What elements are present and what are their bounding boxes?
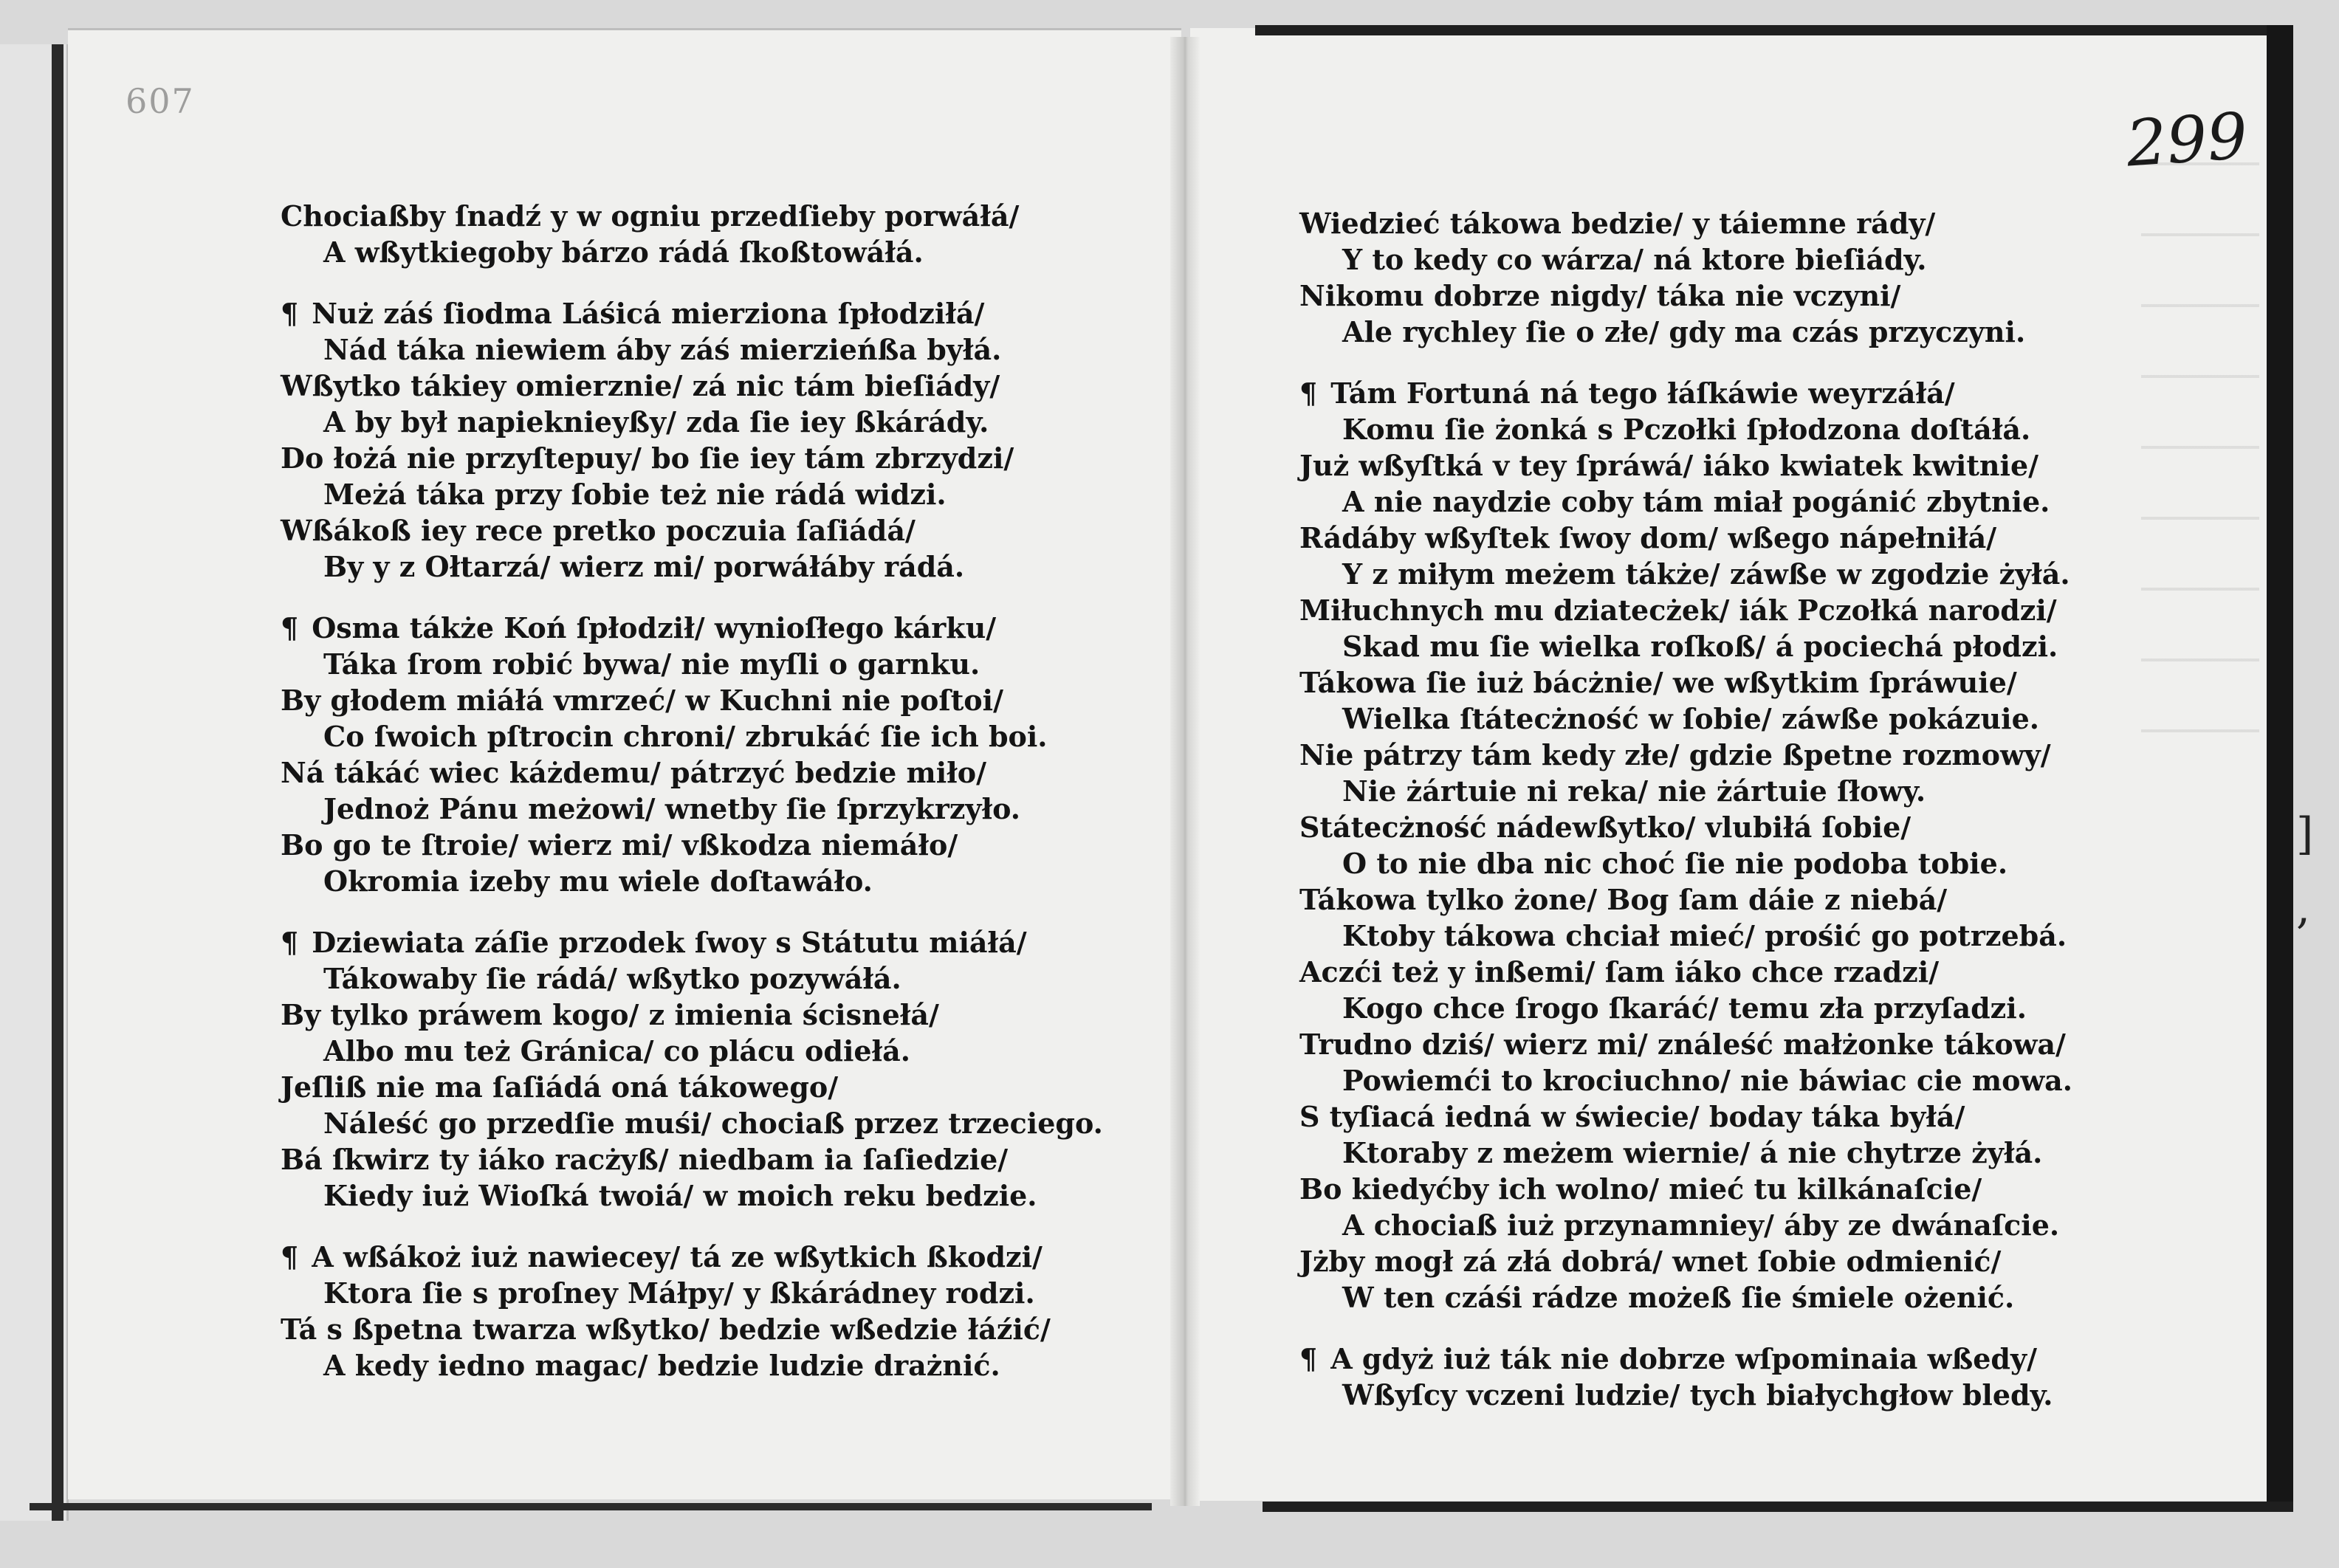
verse-line [281, 1177, 1137, 1214]
verse-text: Skad mu ſie wielka roſkoß/ á pociechá płodzi. [1342, 630, 2058, 663]
verse-text: Bo kiedyćby ich wolno/ mieć tu kilkánaſcie/ [1299, 1172, 1982, 1206]
verse-line [281, 1347, 1137, 1383]
verse-line [281, 512, 1137, 549]
pilcrow-mark: ¶ [281, 926, 299, 959]
verse-line [281, 404, 1137, 440]
verse-line [1299, 1279, 2163, 1316]
verse-text: A chociaß iuż przynamniey/ áby ze dwánaſcie. [1342, 1208, 2060, 1242]
verse-text: Rádáby wßyſtek ſwoy dom/ wßego nápełniłá/ [1299, 521, 1997, 554]
pilcrow-mark: ¶ [281, 297, 299, 330]
stanza [281, 295, 1137, 585]
verse-line [1299, 1026, 2163, 1062]
verse-text: Kogo chce ſrogo ſkaráć/ temu zła przyſadzi. [1342, 991, 2027, 1025]
verse-text: Albo mu też Gránica/ co plácu odiełá. [323, 1034, 911, 1067]
scan-border-right [2267, 25, 2293, 1502]
verse-line [1299, 520, 2163, 556]
verse-line [1299, 556, 2163, 592]
verse-line [1299, 1171, 2163, 1207]
verse-line [281, 1311, 1137, 1347]
verse-line [281, 754, 1137, 791]
verse-text: Wßyſcy vczeni ludzie/ tych białychgłow bledy. [1342, 1378, 2053, 1411]
verse-line [281, 718, 1137, 754]
verse-text: Komu ſie żonká s Pczołki ſpłodzona doſtáłá. [1342, 413, 2031, 446]
scan-border-bottom-right [1263, 1502, 2293, 1512]
verse-text: Bo go te ſtroie/ wierz mi/ vßkodza niemáło/ [281, 828, 958, 862]
pilcrow-mark: ¶ [281, 1240, 299, 1273]
verse-line [1299, 881, 2163, 918]
verse-text: Wiedzieć tákowa bedzie/ y táiemne rády/ [1299, 207, 1936, 240]
verse-line [281, 791, 1137, 827]
verse-text: Tákowaby ſie rádá/ wßytko pozywáłá. [323, 962, 901, 995]
verse-text: Státecżność nádewßytko/ vlubiłá ſobie/ [1299, 811, 1912, 844]
verse-text: W ten czáśi rádze możeß ſie śmiele ożenić. [1342, 1281, 2015, 1314]
verse-line [281, 827, 1137, 863]
stanza [1299, 375, 2163, 1316]
verse-line [281, 646, 1137, 682]
verse-text: Dziewiata záſie przodek ſwoy s Státutu miáłá/ [312, 926, 1027, 959]
verse-text: Nuż záś ſiodma Láśicá mierziona ſpłodziłá/ [312, 297, 985, 330]
verse-line [281, 1141, 1137, 1177]
verse-line [1299, 1135, 2163, 1171]
verse-line [1299, 628, 2163, 664]
verse-line [1299, 1377, 2163, 1413]
verse-line [1299, 990, 2163, 1026]
left-page-number: 607 [126, 81, 195, 121]
verse-line [1299, 241, 2163, 278]
verse-text: By y z Ołtarzá/ wierz mi/ porwáłáby rádá. [323, 550, 965, 583]
verse-line [1299, 809, 2163, 845]
verse-line [281, 1275, 1137, 1311]
verse-text: Tákowa ſie iuż bácżnie/ we wßytkim ſpráwuie/ [1299, 666, 2017, 699]
stanza [281, 1239, 1137, 1383]
pilcrow-mark: ¶ [1299, 376, 1318, 410]
verse-line [281, 924, 1137, 960]
verse-line [1299, 1243, 2163, 1279]
margin-fragment: ] , [2296, 808, 2314, 934]
verse-text: Miłuchnych mu dziatecżek/ iák Pczołká narodzi/ [1299, 594, 2057, 627]
verse-line [281, 1033, 1137, 1069]
verse-text: Co ſwoich pſtrocin chroni/ zbrukáć ſie ich boi. [323, 720, 1048, 753]
verse-text: Aczći też y inßemi/ ſam iáko chce rzadzi/ [1299, 955, 1940, 988]
verse-line [281, 295, 1137, 331]
verse-text: Ktora ſie s proſney Máłpy/ y ßkárádney rodzi. [323, 1276, 1035, 1310]
verse-line [1299, 664, 2163, 701]
verse-line [281, 476, 1137, 512]
verse-line [281, 1239, 1137, 1275]
verse-text: Bá ſkwirz ty iáko racżyß/ niedbam ia ſaſiedzie/ [281, 1143, 1009, 1176]
verse-text: Tá s ßpetna twarza wßytko/ bedzie wßedzie łáźić/ [281, 1313, 1051, 1346]
verse-line [281, 1105, 1137, 1141]
verse-text: Meżá táka przy ſobie też nie rádá widzi. [323, 478, 947, 511]
verse-line [281, 960, 1137, 997]
verse-line [281, 1069, 1137, 1105]
verse-line [1299, 737, 2163, 773]
verse-text: Y z miłym meżem tákże/ záwße w zgodzie żyłá. [1342, 557, 2070, 591]
stanza [281, 198, 1137, 270]
verse-text: Ktoby tákowa chciał mieć/ prośić go potrzebá. [1342, 919, 2067, 952]
verse-text: Ná tákáć wiec káżdemu/ pátrzyć bedzie miło/ [281, 756, 987, 789]
verse-line [1299, 592, 2163, 628]
verse-line [1299, 1207, 2163, 1243]
verse-text: By głodem miáłá vmrzeć/ w Kuchni nie poſtoi/ [281, 684, 1003, 717]
verse-text: Wielka ſtátecżność w ſobie/ záwße pokázuie. [1342, 702, 2039, 735]
right-page-text [1299, 205, 2163, 1413]
verse-line [1299, 205, 2163, 241]
verse-text: Ktoraby z meżem wiernie/ á nie chytrze żyłá. [1342, 1136, 2043, 1169]
stanza [1299, 1341, 2163, 1413]
verse-line [281, 331, 1137, 368]
verse-text: Jeſliß nie ma ſaſiádá oná tákowego/ [281, 1070, 839, 1104]
verse-text: Nád táka niewiem áby záś mierzieńßa byłá. [323, 333, 1002, 366]
verse-line [281, 682, 1137, 718]
verse-line [1299, 411, 2163, 447]
verse-text: Trudno dziś/ wierz mi/ ználeść małżonke tákowa/ [1299, 1028, 2066, 1061]
verse-text: Już wßyſtká v tey ſpráwá/ iáko kwiatek kwitnie/ [1299, 449, 2039, 482]
verse-line [1299, 1062, 2163, 1098]
verse-line [1299, 773, 2163, 809]
verse-text: Powiemći to krociuchno/ nie báwiac cie mowa. [1342, 1064, 2073, 1097]
verse-text: Do łożá nie przyſtepuy/ bo ſie iey tám zbrzydzi/ [281, 441, 1014, 475]
stanza [281, 610, 1137, 899]
verse-line [1299, 447, 2163, 484]
verse-line [1299, 845, 2163, 881]
verse-line [281, 198, 1137, 234]
verse-line [1299, 918, 2163, 954]
verse-line [281, 234, 1137, 270]
verse-text: A gdyż iuż ták nie dobrze wſpominaia wßedy/ [1330, 1342, 2037, 1375]
verse-text: Jżby mogł zá złá dobrá/ wnet ſobie odmienić/ [1299, 1245, 2002, 1278]
verse-text: Táka ſrom robić bywa/ nie myſli o garnku. [323, 647, 980, 681]
stanza [281, 924, 1137, 1214]
verse-text: Wßytko tákiey omierznie/ zá nic tám bieſiády/ [281, 369, 1000, 402]
verse-line [1299, 314, 2163, 350]
verse-text: Okromia izeby mu wiele doſtawáło. [323, 864, 873, 898]
verse-text: Tám Fortuná ná tego łáſkáwie weyrzáłá/ [1330, 376, 1955, 410]
verse-line [1299, 954, 2163, 990]
verse-line [281, 610, 1137, 646]
verse-text: A by był napieknieyßy/ zda ſie iey ßkárády. [323, 405, 989, 439]
verse-text: A wßákoż iuż nawiecey/ tá ze wßytkich ßkodzi/ [312, 1240, 1043, 1273]
verse-text: A kedy iedno magac/ bedzie ludzie drażnić. [323, 1349, 1000, 1382]
verse-text: A nie naydzie coby tám miał pogánić zbytnie. [1342, 485, 2050, 518]
verse-line [281, 549, 1137, 585]
left-page-text [281, 198, 1137, 1383]
verse-text: By tylko práwem kogo/ z imienia ścisnełá/ [281, 998, 939, 1031]
verse-text: O to nie dba nic choć ſie nie podoba tobie. [1342, 847, 2008, 880]
verse-text: Y to kedy co wárza/ ná ktore bieſiády. [1342, 243, 1927, 276]
verse-line [1299, 1341, 2163, 1377]
verse-text: Náleść go przedſie muśi/ chociaß przez trzeciego. [323, 1107, 1103, 1140]
pilcrow-mark: ¶ [281, 611, 299, 644]
pilcrow-mark: ¶ [1299, 1342, 1318, 1375]
scan-border-bottom-left [30, 1503, 1152, 1510]
verse-line [281, 440, 1137, 476]
verse-text: Chociaßby ſnadź y w ogniu przedſieby porwáłá/ [281, 199, 1020, 233]
verse-line [1299, 278, 2163, 314]
verse-line [1299, 484, 2163, 520]
verse-text: Nikomu dobrze nigdy/ táka nie vczyni/ [1299, 279, 1901, 312]
verse-text: Nie pátrzy tám kedy złe/ gdzie ßpetne rozmowy/ [1299, 738, 2051, 771]
stanza [1299, 205, 2163, 350]
verse-line [281, 368, 1137, 404]
verse-line [281, 863, 1137, 899]
book-gutter [1170, 37, 1200, 1506]
verse-text: Ale rychley ſie o złe/ gdy ma czás przyczyni. [1342, 315, 2026, 348]
verse-line [1299, 375, 2163, 411]
verse-text: Nie żártuie ni reka/ nie żártuie ſłowy. [1342, 774, 1926, 808]
verse-text: A wßytkiegoby bárzo rádá ſkoßtowáłá. [323, 235, 924, 269]
verse-text: Kiedy iuż Wioſká twoiá/ w moich reku bedzie. [323, 1179, 1037, 1212]
verse-text: Osma tákże Koń ſpłodził/ wynioſłego kárku/ [312, 611, 997, 644]
verse-text: Jednoż Pánu meżowi/ wnetby ſie ſprzykrzyło. [323, 792, 1021, 825]
right-page-number: 299 [2123, 99, 2250, 182]
verse-text: Wßákoß iey rece pretko poczuia ſaſiádá/ [281, 514, 916, 547]
verse-line [1299, 1098, 2163, 1135]
scan-border-top [1255, 25, 2289, 35]
verse-text: Tákowa tylko żone/ Bog ſam dáie z niebá/ [1299, 883, 1948, 916]
verse-line [281, 997, 1137, 1033]
verse-text: S tyſiacá iedná w świecie/ boday táka byłá/ [1299, 1100, 1965, 1133]
book-edge-left [0, 44, 69, 1521]
verse-line [1299, 701, 2163, 737]
